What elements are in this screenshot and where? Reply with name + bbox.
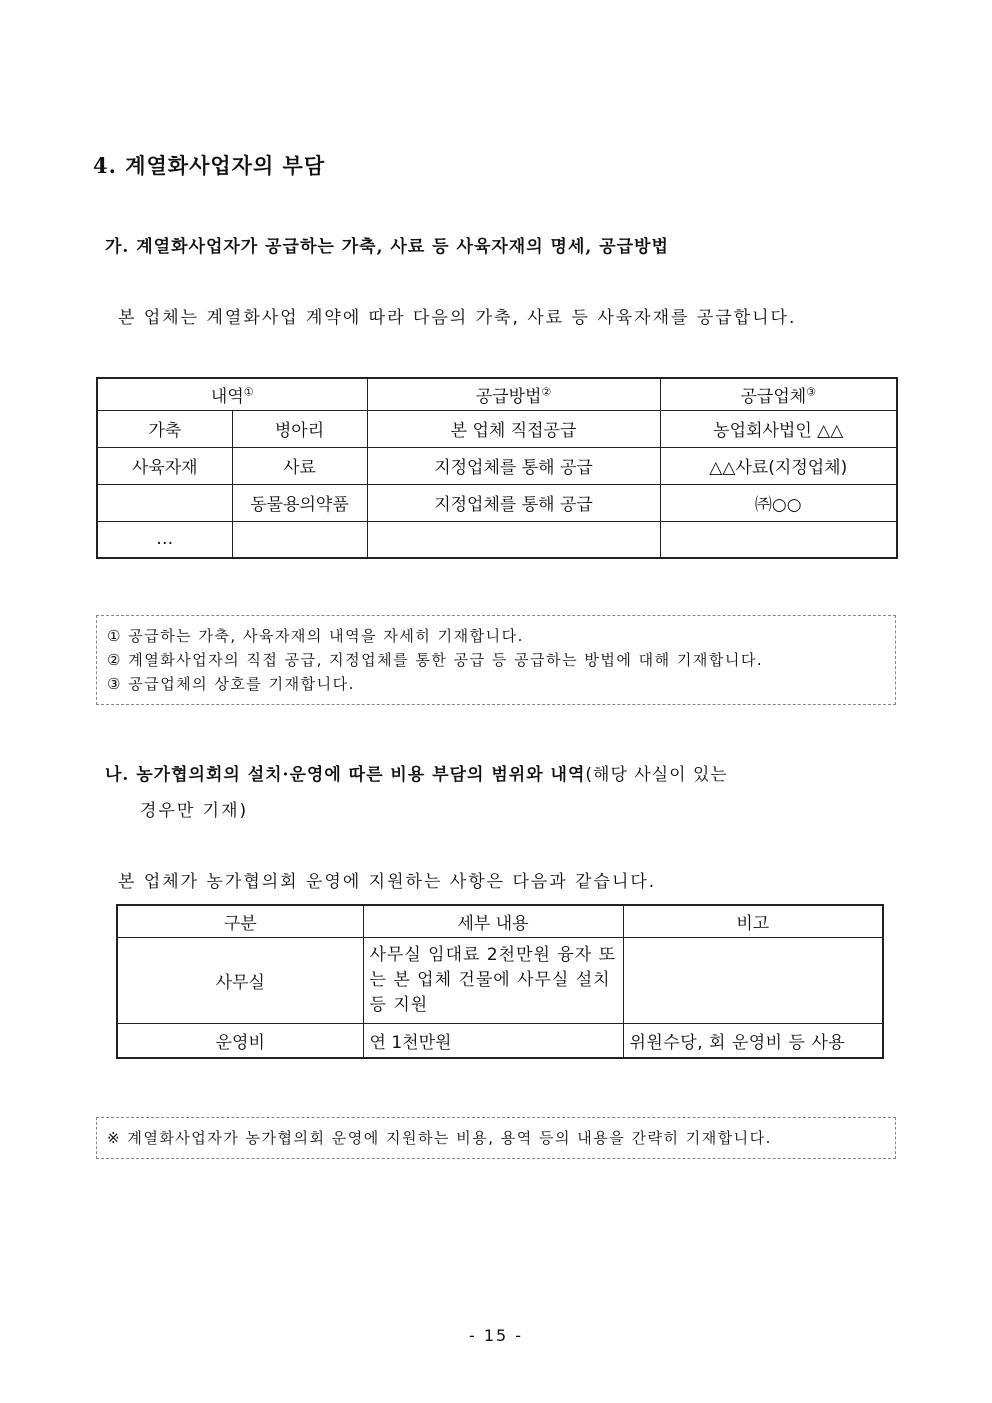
table-cell: 사료 [232, 447, 367, 484]
subsection-b-title [105, 760, 900, 785]
table-cell: △△사료(지정업체) [660, 447, 897, 484]
support-note-box [96, 1117, 896, 1159]
table-row [117, 1023, 883, 1058]
table-cell: ㈜○○ [660, 484, 897, 521]
note-item: ② 계열화사업자의 직접 공급, 지정업체를 통한 공급 등 공급하는 방법에 대해 기재합니다. [107, 651, 764, 669]
table-row [97, 410, 897, 447]
table-cell: 운영비 [117, 1023, 363, 1058]
supply-table-header-row [97, 378, 897, 410]
table-cell: 사무실 [117, 937, 363, 1023]
support-table [116, 904, 884, 1059]
table-cell: 지정업체를 통해 공급 [367, 484, 660, 521]
table-row [97, 521, 897, 558]
table-cell: 연 1천만원 [363, 1023, 623, 1058]
header-cell-method: 공급방법② [367, 378, 660, 410]
table-cell: 위원수당, 회 운영비 등 사용 [623, 1023, 883, 1058]
subsection-b-title-cont: 경우만 기재) [140, 801, 249, 821]
table-cell [623, 937, 883, 1023]
header-cell-items: 내역① [97, 378, 367, 410]
note-item: ※ 계열화사업자가 농가협의회 운영에 지원하는 비용, 용역 등의 내용을 간략히 기재합니다. [107, 1129, 772, 1147]
table-cell: … [97, 521, 232, 558]
table-row [97, 484, 897, 521]
page-number: - 15 - [468, 1326, 524, 1345]
note-item: ③ 공급업체의 상호를 기재합니다. [107, 675, 355, 693]
table-cell [97, 484, 232, 521]
table-row [97, 447, 897, 484]
table-cell: 가축 [97, 410, 232, 447]
table-cell: 본 업체 직접공급 [367, 410, 660, 447]
header-cell-remarks: 비고 [623, 905, 883, 937]
header-cell-supplier: 공급업체③ [660, 378, 897, 410]
table-cell: 병아리 [232, 410, 367, 447]
subsection-a-title: 가. 계열화사업자가 공급하는 가축, 사료 등 사육자재의 명세, 공급방법 [105, 237, 669, 257]
header-cell-category: 구분 [117, 905, 363, 937]
table-cell: 농업회사법인 △△ [660, 410, 897, 447]
notes-box [96, 615, 896, 705]
subsection-b-title-note: (해당 사실이 있는 [585, 765, 728, 785]
table-cell: 사무실 임대료 2천만원 융자 또는 본 업체 건물에 사무실 설치 등 지원 [363, 937, 623, 1023]
table-cell: 동물용의약품 [232, 484, 367, 521]
subsection-a-intro: 본 업체는 계열화사업 계약에 따라 다음의 가축, 사료 등 사육자재를 공급합니다. [118, 308, 797, 328]
section-title: 4. 계열화사업자의 부담 [93, 153, 326, 178]
table-cell [660, 521, 897, 558]
table-row [117, 937, 883, 1023]
table-cell [367, 521, 660, 558]
subsection-b-intro: 본 업체가 농가협의회 운영에 지원하는 사항은 다음과 같습니다. [118, 872, 657, 892]
header-cell-details: 세부 내용 [363, 905, 623, 937]
support-table-header-row [117, 905, 883, 937]
table-cell [232, 521, 367, 558]
table-cell: 지정업체를 통해 공급 [367, 447, 660, 484]
subsection-b-title-bold: 나. 농가협의회의 설치·운영에 따른 비용 부담의 범위와 내역 [105, 765, 586, 785]
table-cell: 사육자재 [97, 447, 232, 484]
supply-table [96, 377, 898, 559]
note-item: ① 공급하는 가축, 사육자재의 내역을 자세히 기재합니다. [107, 627, 524, 645]
